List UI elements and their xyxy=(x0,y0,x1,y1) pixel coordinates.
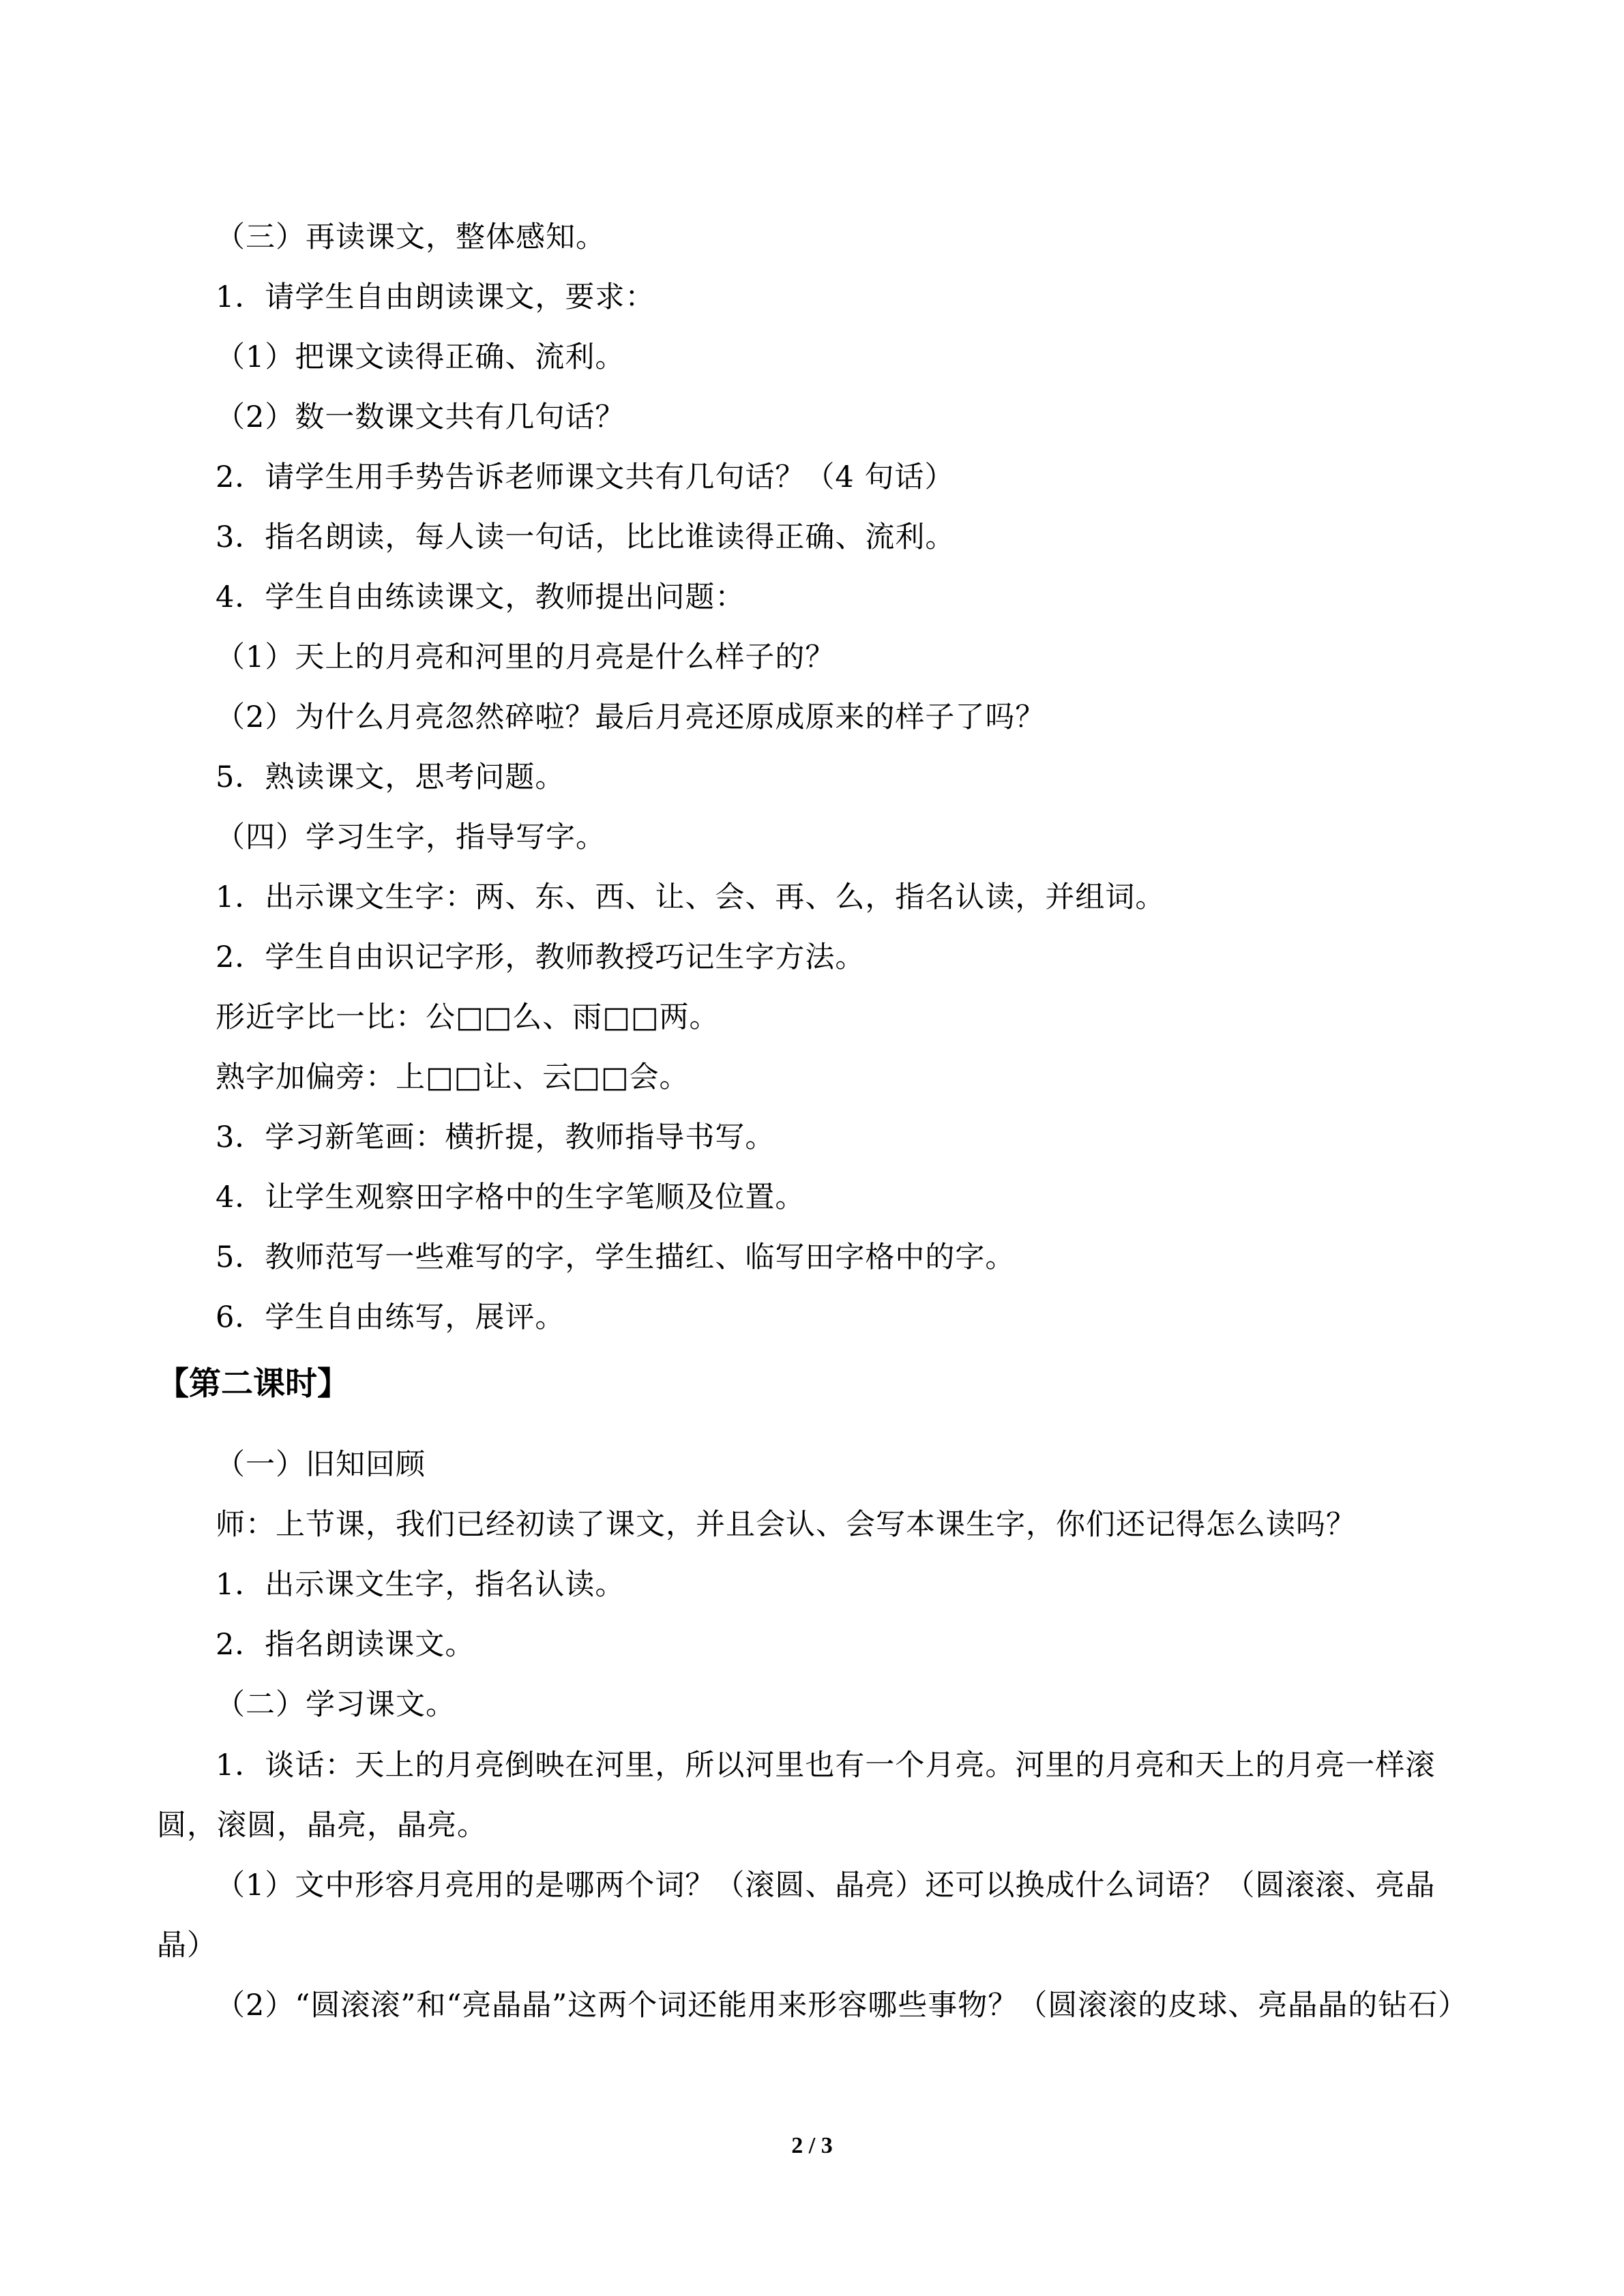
text-line: 3．指名朗读，每人读一句话，比比谁读得正确、流利。 xyxy=(216,520,956,554)
text-line: 4．让学生观察田字格中的生字笔顺及位置。 xyxy=(216,1180,806,1214)
text-line: （2）为什么月亮忽然碎啦？最后月亮还原成原来的样子了吗？ xyxy=(216,700,1046,734)
text-line: 6．学生自由练写，展评。 xyxy=(216,1300,565,1335)
section-heading: 【第二课时】 xyxy=(157,1365,349,1403)
text-line: （1）把课文读得正确、流利。 xyxy=(216,340,625,374)
text-line: （四）学习生字，指导写字。 xyxy=(216,820,606,854)
text-line: 3．学习新笔画：横折提，教师指导书写。 xyxy=(216,1120,776,1154)
text-line: 4．学生自由练读课文，教师提出问题： xyxy=(216,580,745,614)
text-line: （二）学习课文。 xyxy=(216,1688,456,1722)
text-line: 2．学生自由识记字形，教师教授巧记生字方法。 xyxy=(216,940,866,974)
paragraph: （2）“圆滚滚”和“亮晶晶”这两个词还能用来形容哪些事物？（圆滚滚的皮球、亮晶晶的钻石） xyxy=(216,1988,1468,2023)
text-line: 熟字加偏旁：上□□让、云□□会。 xyxy=(216,1060,690,1094)
paragraph: 1．谈话：天上的月亮倒映在河里，所以河里也有一个月亮。河里的月亮和天上的月亮一样滚圆，滚圆，晶亮，晶亮。 xyxy=(157,1748,1436,1843)
text-line: 1．请学生自由朗读课文，要求： xyxy=(216,280,655,314)
paragraph: （1）文中形容月亮用的是哪两个词？（滚圆、晶亮）还可以换成什么词语？（圆滚滚、亮晶晶） xyxy=(157,1868,1436,1963)
text-line: （一）旧知回顾 xyxy=(216,1448,426,1482)
text-line: （2）数一数课文共有几句话？ xyxy=(216,400,625,434)
text-line: 5．熟读课文，思考问题。 xyxy=(216,760,565,794)
text-line: （1）天上的月亮和河里的月亮是什么样子的？ xyxy=(216,640,836,674)
text-line: 1．出示课文生字，指名认读。 xyxy=(216,1568,625,1602)
text-line: 师：上节课，我们已经初读了课文，并且会认、会写本课生字，你们还记得怎么读吗？ xyxy=(216,1508,1356,1542)
text-line: 5．教师范写一些难写的字，学生描红、临写田字格中的字。 xyxy=(216,1240,1016,1274)
text-line: 2．请学生用手势告诉老师课文共有几句话？（4 句话） xyxy=(216,460,955,494)
text-line: 形近字比一比：公□□么、雨□□两。 xyxy=(216,1000,720,1034)
text-line: 1．出示课文生字：两、东、西、让、会、再、么，指名认读，并组词。 xyxy=(216,880,1166,914)
text-line: （三）再读课文，整体感知。 xyxy=(216,220,606,254)
text-line: 2．指名朗读课文。 xyxy=(216,1628,475,1662)
page-number: 2 / 3 xyxy=(791,2133,833,2158)
